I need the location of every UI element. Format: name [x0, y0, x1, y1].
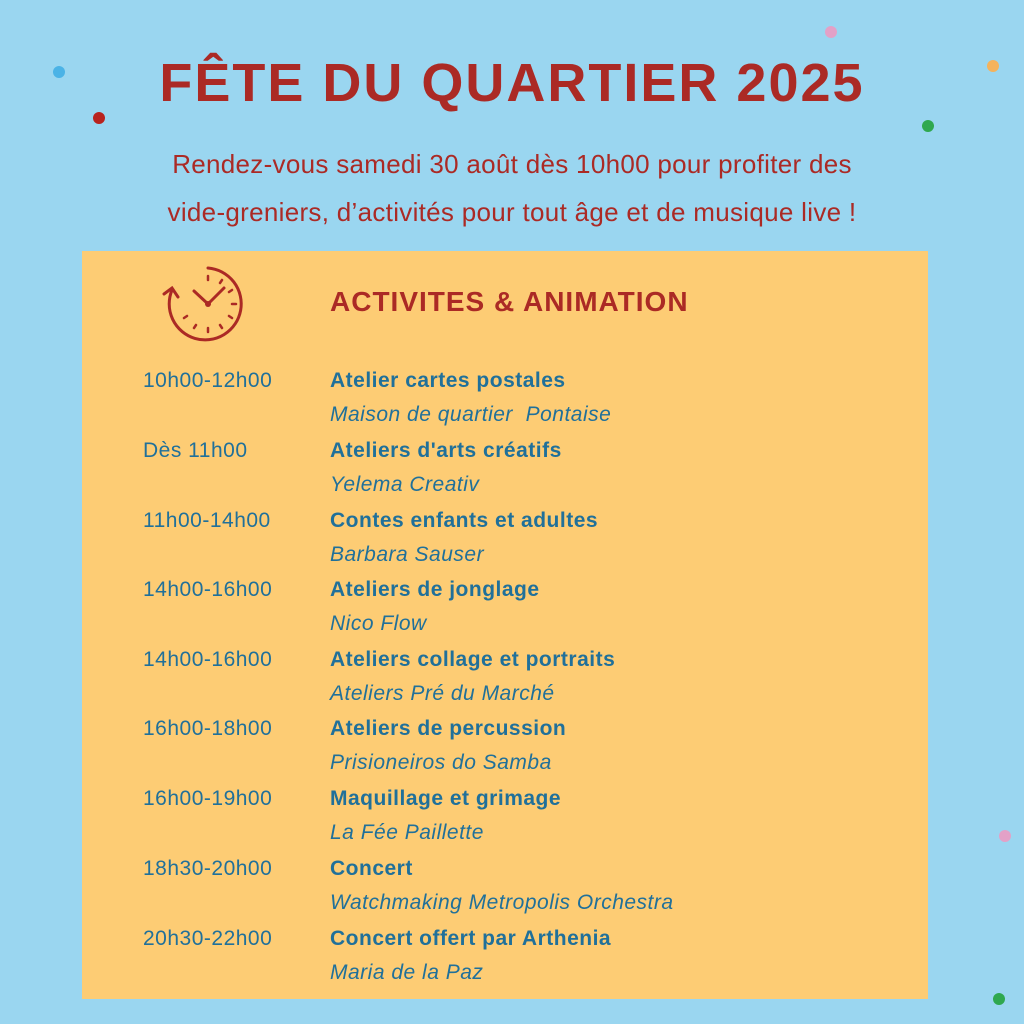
schedule-time: 14h00-16h00: [143, 648, 273, 671]
schedule-time: 16h00-19h00: [143, 787, 273, 810]
schedule-row: [0, 435, 1024, 505]
schedule-organizer: Nico Flow: [330, 612, 427, 635]
schedule-organizer: Maison de quartier Pontaise: [330, 403, 612, 426]
schedule-row: [0, 783, 1024, 853]
schedule-organizer: Ateliers Pré du Marché: [330, 682, 555, 705]
description-line-2: vide-greniers, d’activités pour tout âge et de musique live !: [167, 197, 857, 227]
schedule-time: 16h00-18h00: [143, 717, 273, 740]
clock-icon: [158, 264, 250, 344]
event-description: [40, 140, 984, 236]
schedule-time: Dès 11h00: [143, 439, 248, 462]
schedule-activity: Atelier cartes postales: [330, 369, 566, 392]
schedule-organizer: Maria de la Paz: [330, 961, 484, 984]
schedule-time: 14h00-16h00: [143, 578, 273, 601]
schedule-organizer: La Fée Paillette: [330, 821, 484, 844]
schedule-row: [0, 505, 1024, 575]
section-title: ACTIVITES & ANIMATION: [330, 286, 689, 317]
schedule-organizer: Barbara Sauser: [330, 543, 485, 566]
confetti-dot: [922, 120, 934, 132]
schedule-time: 10h00-12h00: [143, 369, 273, 392]
schedule-organizer: Yelema Creativ: [330, 473, 480, 496]
schedule-row: [0, 713, 1024, 783]
schedule-activity: Contes enfants et adultes: [330, 509, 599, 532]
schedule-row: [0, 644, 1024, 714]
confetti-dot: [825, 26, 837, 38]
schedule-activity: Ateliers d'arts créatifs: [330, 439, 562, 462]
page-title: FÊTE DU QUARTIER 2025: [159, 53, 865, 113]
schedule-organizer: Prisioneiros do Samba: [330, 751, 552, 774]
schedule-activity: Ateliers collage et portraits: [330, 648, 616, 671]
schedule-row: [0, 853, 1024, 923]
schedule-activity: Concert: [330, 857, 413, 880]
schedule-organizer: Watchmaking Metropolis Orchestra: [330, 891, 674, 914]
schedule-activity: Ateliers de percussion: [330, 717, 567, 740]
schedule-activity: Ateliers de jonglage: [330, 578, 540, 601]
confetti-dot: [993, 993, 1005, 1005]
schedule-time: 11h00-14h00: [143, 509, 271, 532]
schedule-row: [0, 365, 1024, 435]
description-line-1: Rendez-vous samedi 30 août dès 10h00 pour profiter des: [172, 149, 852, 179]
schedule-activity: Concert offert par Arthenia: [330, 927, 612, 950]
schedule-activity: Maquillage et grimage: [330, 787, 562, 810]
schedule-time: 20h30-22h00: [143, 927, 273, 950]
schedule-row: [0, 923, 1024, 993]
schedule-row: [0, 574, 1024, 644]
schedule-time: 18h30-20h00: [143, 857, 273, 880]
